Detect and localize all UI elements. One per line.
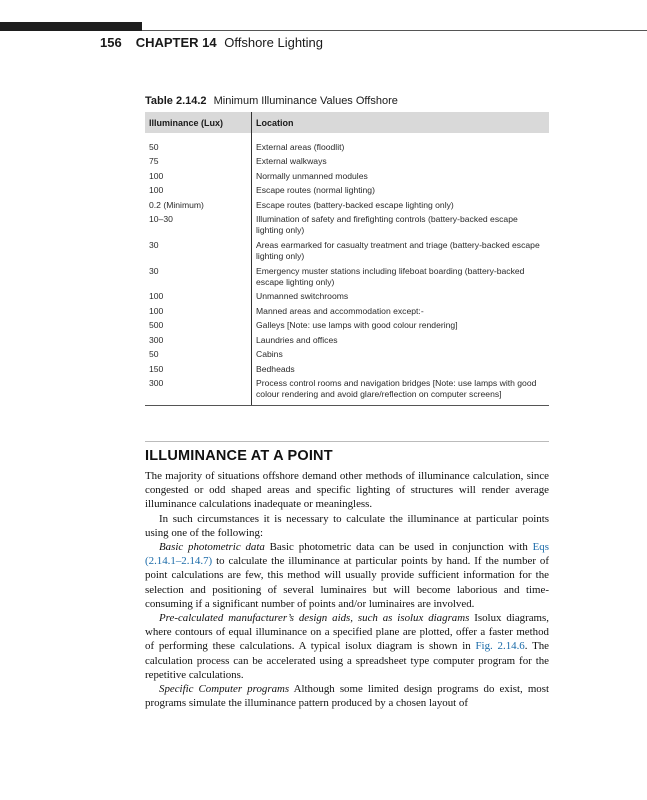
- cell-lux: 100: [149, 185, 164, 196]
- header-rule: [142, 30, 647, 31]
- cell-lux: 500: [149, 320, 164, 331]
- table-row: [145, 364, 549, 378]
- cell-location: Galleys [Note: use lamps with good colour rendering]: [252, 320, 550, 334]
- paragraph-text: . The calculation process can be accelerated using a spreadsheet type computer program for the repetitive calculations.: [145, 640, 549, 681]
- cell-location: Bedheads: [252, 364, 550, 378]
- cell-location: Unmanned switchrooms: [252, 291, 550, 305]
- paragraph-text: Although some limited design programs do exist, most programs simulate the illuminance pattern produced by a chosen layout of: [145, 683, 550, 710]
- table-row: [145, 171, 549, 185]
- table-row: [145, 133, 549, 156]
- illuminance-table: [145, 112, 549, 405]
- cell-lux: 300: [149, 334, 164, 345]
- chapter-title: Offshore Lighting: [224, 35, 324, 50]
- cell-location: Areas earmarked for casualty treatment and triage (battery-backed escape lighting only): [252, 240, 550, 266]
- cell-lux: 0.2 (Minimum): [149, 199, 204, 210]
- table-row: [145, 200, 549, 214]
- cell-location: Escape routes (battery-backed escape lighting only): [252, 200, 550, 214]
- table-row: [145, 378, 549, 405]
- table-row: [145, 291, 549, 305]
- cell-lux: 150: [149, 363, 164, 374]
- cell-location: Manned areas and accommodation except:-: [252, 306, 550, 320]
- table-row: [145, 266, 549, 292]
- cell-lux: 75: [149, 156, 159, 167]
- cell-lux: 300: [149, 377, 164, 388]
- cell-lux: 30: [149, 239, 159, 250]
- table-row: [145, 306, 549, 320]
- table-title: Minimum Illuminance Values Offshore: [213, 95, 398, 107]
- cell-location: Laundries and offices: [252, 335, 550, 349]
- cell-location: Normally unmanned modules: [252, 171, 550, 185]
- paragraph-text: Isolux diagrams, where contours of equal illuminance on a specified plane are plotted, offer a faster method of performing these calculations. A typical isolux diagram is shown in: [145, 612, 549, 653]
- table-row: [145, 240, 549, 266]
- paragraph: [145, 611, 549, 682]
- table-caption: [145, 95, 549, 107]
- run-in-heading: Basic photometric data: [159, 541, 265, 554]
- chapter-label: CHAPTER 14: [135, 35, 217, 50]
- table-row: [145, 214, 549, 240]
- cell-lux: 50: [149, 142, 159, 152]
- cell-lux: 30: [149, 265, 159, 276]
- cell-location: External areas (floodlit): [252, 133, 550, 156]
- table-row: [145, 185, 549, 199]
- table-bottom-rule: [145, 405, 549, 406]
- running-head: [100, 35, 323, 50]
- column-header-location: Location: [252, 112, 550, 133]
- cell-location: Escape routes (normal lighting): [252, 185, 550, 199]
- table-row: [145, 335, 549, 349]
- cell-lux: 100: [149, 305, 164, 316]
- cell-location: Illumination of safety and firefighting controls (battery-backed escape lighting only): [252, 214, 550, 240]
- run-in-heading: Pre-calculated manufacturer’s design aids, such as isolux diagrams: [159, 612, 470, 625]
- paragraph: [145, 682, 549, 710]
- paragraph: The majority of situations offshore demand other methods of illuminance calculation, since congested or odd shaped areas and specific lighting of structures will render average illuminance calculations inadequate or meaningless.: [145, 470, 549, 511]
- table-row: [145, 156, 549, 170]
- body-text: [145, 469, 549, 710]
- column-header-illuminance: Illuminance (Lux): [145, 112, 252, 133]
- section-heading: ILLUMINANCE AT A POINT: [145, 448, 333, 464]
- run-in-heading: Specific Computer programs: [159, 683, 290, 696]
- cell-lux: 10–30: [149, 214, 173, 225]
- paragraph-text: to calculate the illuminance at particular points by hand. If the number of point calculations are few, this method will usually provide sufficient information for the selection and positioning of several luminaires but will become laborious and time-consuming if a significant number of points and/or luminaires are involved.: [145, 555, 549, 610]
- cell-location: External walkways: [252, 156, 550, 170]
- cell-location: Emergency muster stations including lifeboat boarding (battery-backed escape lighting only): [252, 266, 550, 292]
- illuminance-table-block: [145, 95, 549, 406]
- table-header-row: [145, 112, 549, 133]
- table-row: [145, 320, 549, 334]
- header-bar: [0, 22, 142, 31]
- cell-lux: 100: [149, 291, 164, 302]
- cell-lux: 50: [149, 349, 159, 360]
- cell-location: Cabins: [252, 349, 550, 363]
- page-number: 156: [100, 35, 122, 50]
- cell-lux: 100: [149, 170, 164, 181]
- paragraph: [145, 540, 549, 611]
- cell-location: Process control rooms and navigation bridges [Note: use lamps with good colour rendering and avoid glare/reflection on computer screens]: [252, 378, 550, 405]
- section-rule: [145, 441, 549, 442]
- paragraph: In such circumstances it is necessary to calculate the illuminance at particular points using one of the following:: [145, 512, 549, 539]
- equation-link[interactable]: Eqs (2.14.1–2.14.7): [145, 541, 549, 568]
- figure-link[interactable]: Fig. 2.14.6: [475, 640, 525, 653]
- table-label: Table 2.14.2: [145, 95, 207, 107]
- table-row: [145, 349, 549, 363]
- paragraph-text: Basic photometric data can be used in conjunction with: [264, 541, 533, 554]
